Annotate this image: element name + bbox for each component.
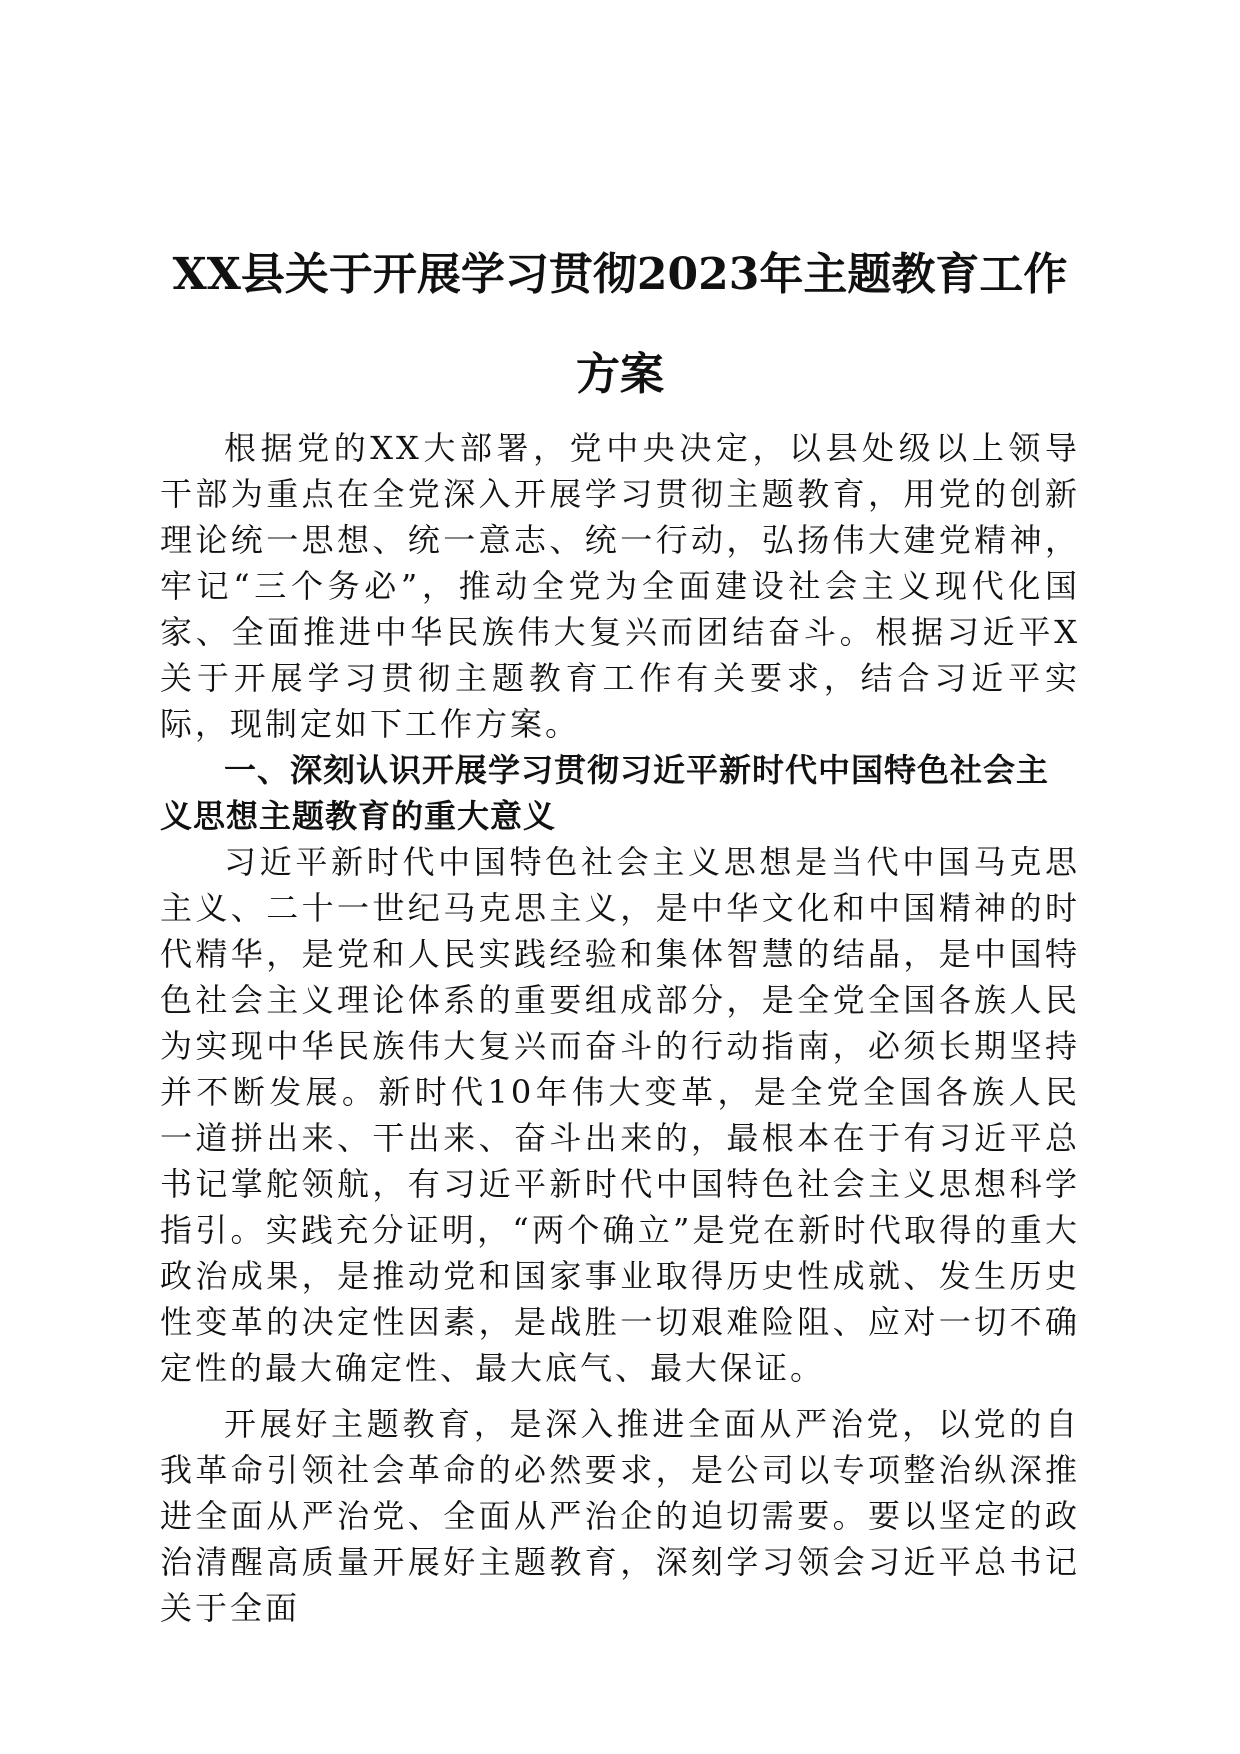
document-title: XX县关于开展学习贯彻2023年主题教育工作方案 <box>172 249 1068 400</box>
document-body <box>160 225 1080 1631</box>
body-paragraph-2: 开展好主题教育，是深入推进全面从严治党，以党的自我革命引领社会革命的必然要求，是公司以专项整治纵深推进全面从严治党、全面从严治企的迫切需要。要以坚定的政治清醒高质量开展好主题教育，深刻学习领会习近平总书记关于全面 <box>160 1405 1080 1627</box>
body-paragraph-1: 习近平新时代中国特色社会主义思想是当代中国马克思主义、二十一世纪马克思主义，是中华文化和中国精神的时代精华，是党和人民实践经验和集体智慧的结晶，是中国特色社会主义理论体系的重要组成部分，是全党全国各族人民为实现中华民族伟大复兴而奋斗的行动指南，必须长期坚持并不断发展。新时代10年伟大变革，是全党全国各族人民一道拼出来、干出来、奋斗出来的，最根本在于有习近平总书记掌舵领航，有习近平新时代中国特色社会主义思想科学指引。实践充分证明，“两个确立”是党在新时代取得的重大政治成果，是推动党和国家事业取得历史性成就、发生历史性变革的决定性因素，是战胜一切艰难险阻、应对一切不确定性的最大确定性、最大底气、最大保证。 <box>160 843 1080 1387</box>
paragraph-gap <box>160 1391 1080 1401</box>
intro-paragraph: 根据党的XX大部署，党中央决定，以县处级以上领导干部为重点在全党深入开展学习贯彻主题教育，用党的创新理论统一思想、统一意志、统一行动，弘扬伟大建党精神，牢记“三个务必”，推动全党为全面建设社会主义现代化国家、全面推进中华民族伟大复兴而团结奋斗。根据习近平X关于开展学习贯彻主题教育工作有关要求，结合习近平实际，现制定如下工作方案。 <box>160 429 1080 743</box>
section-heading-1: 一、深刻认识开展学习贯彻习近平新时代中国特色社会主义思想主题教育的重大意义 <box>160 751 1050 835</box>
